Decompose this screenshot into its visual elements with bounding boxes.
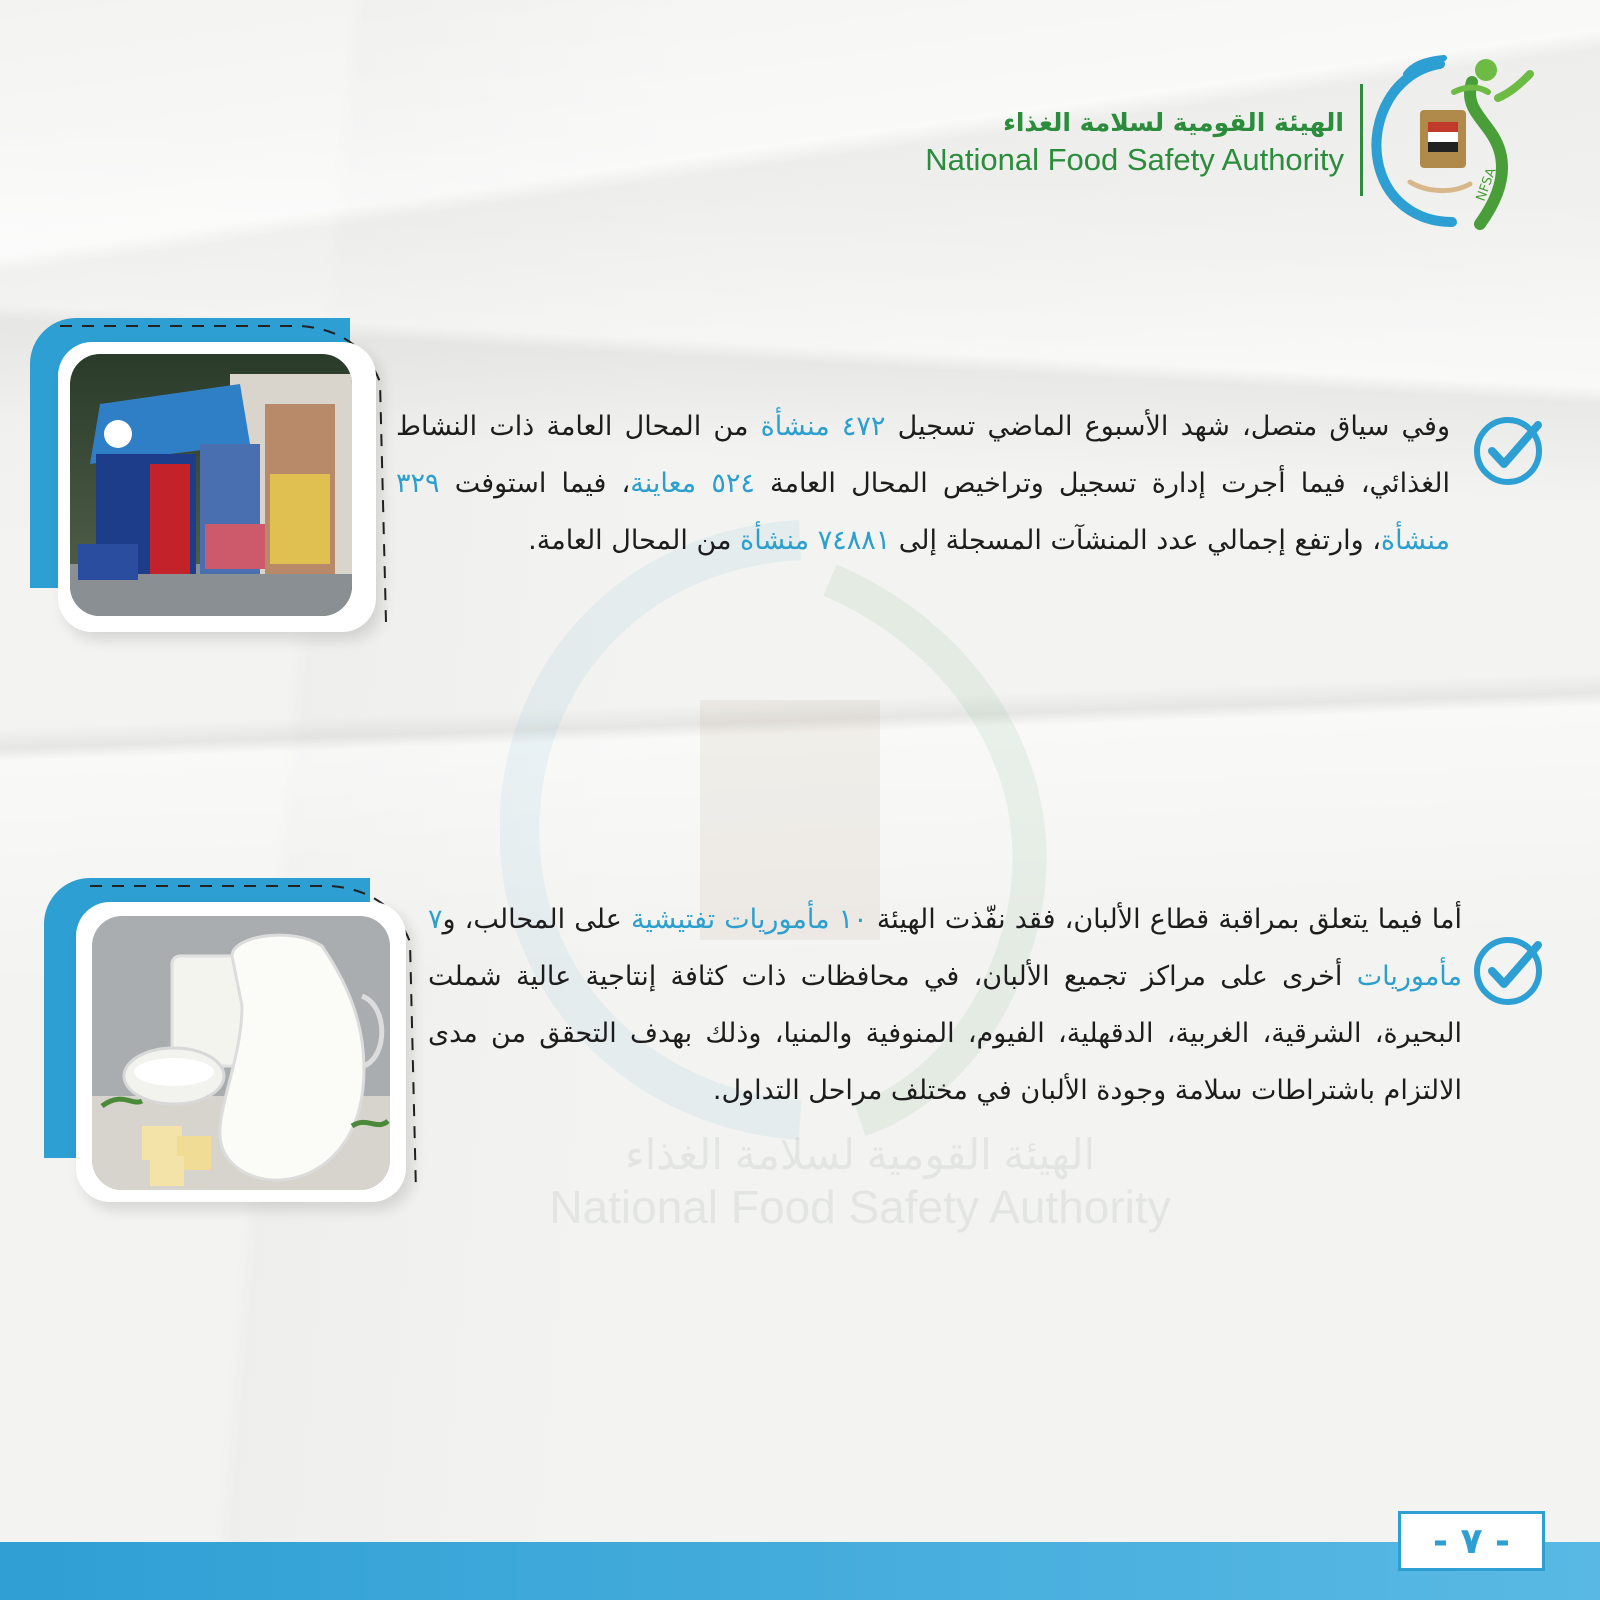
paragraph-text: أخرى على مراكز تجميع الألبان، في محافظات ذات كثافة إنتاجية عالية شملت البحيرة، الشرقية، الغربية، الدقهلية، الفيوم، المنوفية والمنيا، وذلك بهدف التحقق من مدى الالتزام باشتراطات سلامة وجودة الألبان في مختلف مراحل التداول. — [428, 961, 1462, 1106]
org-name-english: National Food Safety Authority — [925, 142, 1344, 177]
logo-text: NFSA — [1473, 165, 1500, 204]
section2-paragraph — [428, 891, 1462, 1119]
paragraph-text: من المحال العامة. — [528, 525, 741, 556]
highlight-figure: ١٠ مأموريات تفتيشية — [630, 904, 868, 935]
paragraph-text: ، فيما استوفت — [439, 468, 631, 499]
paragraph-text: وفي سياق متصل، شهد الأسبوع الماضي تسجيل — [885, 411, 1451, 442]
highlight-figure: ٤٧٢ منشأة — [760, 411, 886, 442]
paragraph-text: أما فيما يتعلق بمراقبة قطاع الألبان، فقد نفّذت الهيئة — [867, 904, 1462, 935]
highlight-figure: ٣٢٩ منشأة — [396, 468, 1450, 556]
org-name-arabic: الهيئة القومية لسلامة الغذاء — [1003, 108, 1344, 137]
highlight-figure: ٥٢٤ معاينة — [630, 468, 755, 499]
section1-paragraph — [396, 398, 1450, 569]
kiosk-shop-photo — [70, 354, 352, 616]
highlight-figure: ٧٤٨٨١ منشأة — [740, 525, 891, 556]
check-icon — [1472, 415, 1544, 487]
paragraph-text: ، وارتفع إجمالي عدد المنشآت المسجلة إلى — [890, 525, 1381, 556]
paragraph-text: على المحالب، و — [442, 904, 631, 935]
watermark-org-en: National Food Safety Authority — [549, 1181, 1171, 1233]
check-icon — [1472, 935, 1544, 1007]
nfsa-logo-icon — [1362, 52, 1562, 232]
paragraph-text: من المحال العامة ذات النشاط الغذائي، فيما أجرت إدارة تسجيل وتراخيص المحال العامة — [396, 411, 1450, 499]
footer-bar — [0, 1542, 1600, 1600]
page-number: - ٧ - — [1398, 1511, 1545, 1571]
milk-dairy-photo — [92, 916, 390, 1190]
watermark-org-ar: الهيئة القومية لسلامة الغذاء — [624, 1131, 1096, 1178]
highlight-figure: ٧ مأموريات — [428, 904, 1462, 992]
